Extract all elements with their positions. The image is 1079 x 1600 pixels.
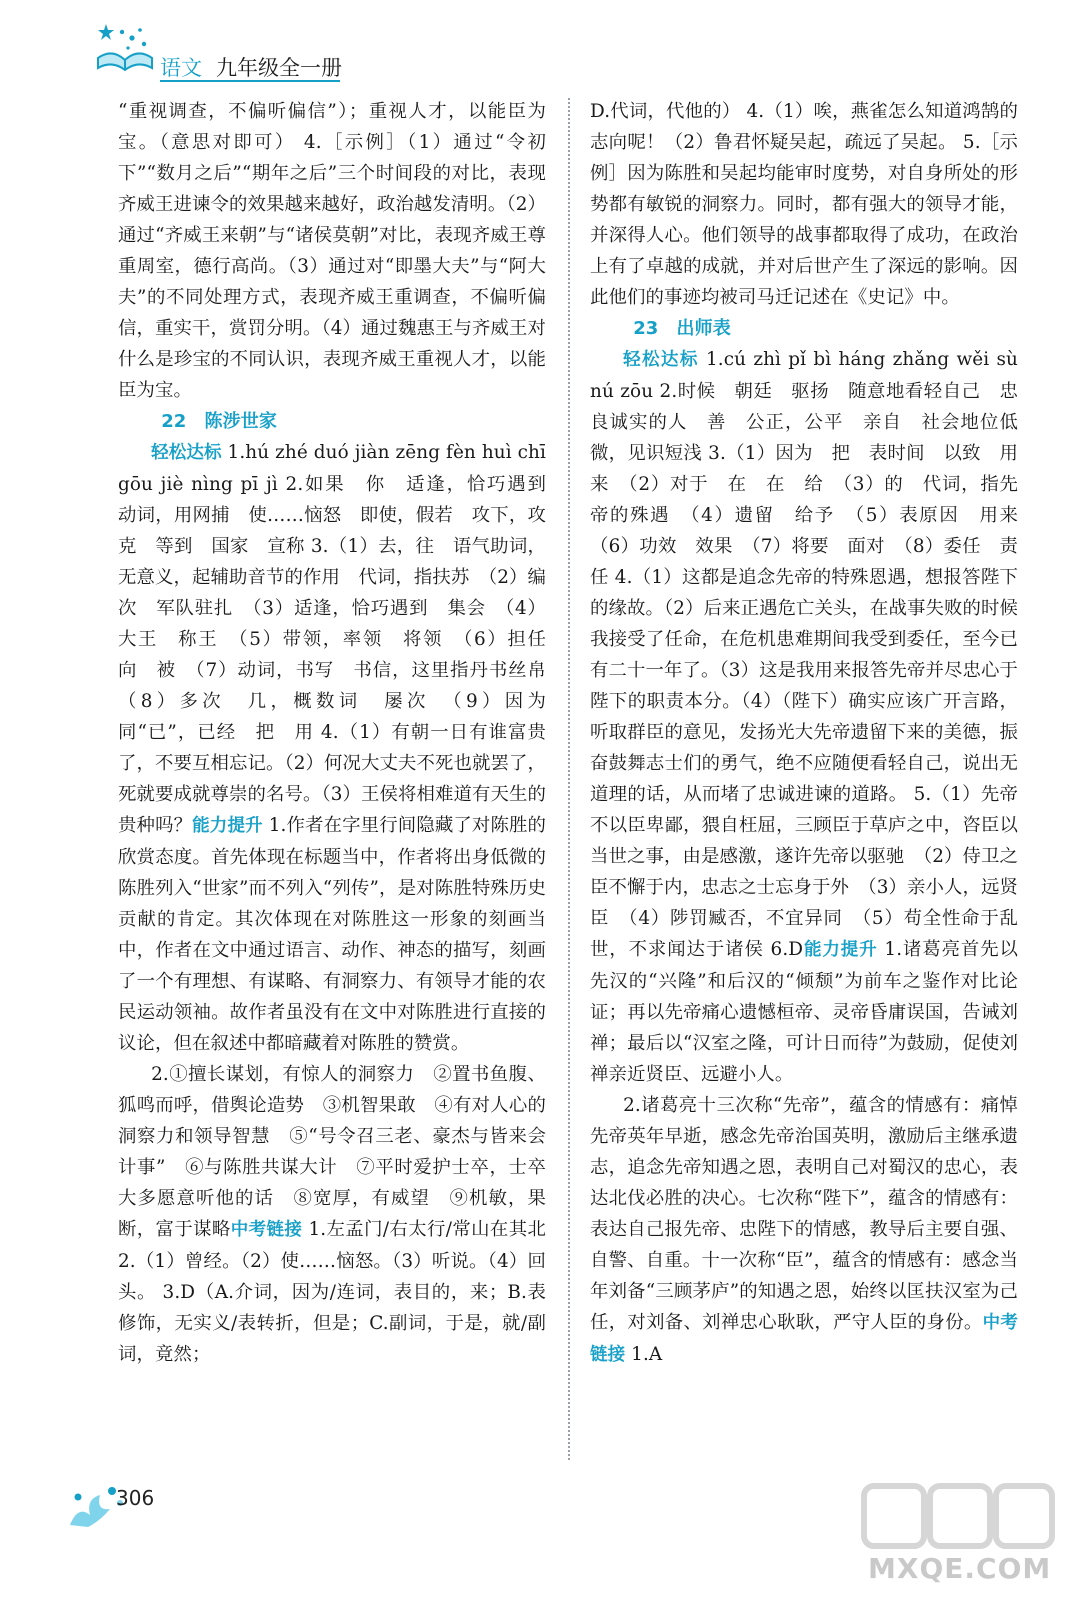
book-star-logo-icon [92, 18, 158, 74]
left-paragraph-2: 1.hú zhé duó jiàn zēng fèn huì chī gōu jiè nìng pī jì 2.如果 你 适逢，恰巧遇到 动词，用网捕 使……恼怒 即使，假若 攻下，攻克 等到 国家 宣称 3.（1）去，往 语气助词，无意义，起辅助音节的作用 代词，指扶苏 （2）编次 军队驻扎 （3）适逢，恰巧遇到 集会 （4）大王 称王 （5）带领，率领 将领 （6）担任 向 被 （7）动词，书写 书信，这里指丹书丝帛 （8）多次 几，概数词 屡次 （9）因为 同“已”，已经 把 用 4.（1）有朝一日有谁富贵了，不要互相忘记。（2）何况大丈夫不死也就罢了，死就要成就尊崇的名号。（3）王侯将相难道有天生的贵种吗？ [118, 442, 565, 836]
tag-exam-22: 中考链接 [230, 1220, 303, 1240]
right-paragraph-2: 1.cú zhì pǐ bì háng zhǎng wěi sù nú zōu 2.时候 朝廷 驱扬 随意地看轻自己 忠良诚实的人 善 公正，公平 亲自 社会地位低微，见识短浅 3.（1）因为 把 表时间 以致 用来 （2）对于 在 在 给 （3）的 代词，指先帝的殊遇 （4）遗留 给予 （5）表原因 用来 （6）功效 效果 （7）将要 面对 （8）委任 责任 4.（1）这都是追念先帝的特殊恩遇，想报答陛下的缘故。（2）后来正遇危亡关头，在战事失败的时候我接受了任命，在危机患难期间我受到委任，至今已有二十一年了。（3）这是我用来报答先帝并尽忠心于陛下的职责本分。（4）（陛下）确实应该广开言路，听取群臣的意见，发扬光大先帝遗留下来的美德，振奋鼓舞志士们的勇气，绝不应随便看轻自己，说出无道理的话，从而堵了忠诚进谏的道路。 5.（1）先帝不以臣卑鄙，猥自枉屈，三顾臣于草庐之中，咨臣以当世之事，由是感激，遂许先帝以驱驰 （2）侍卫之臣不懈于内，忠志之士忘身于外 （3）亲小人，远贤臣 （4）陟罚臧否，不宜异同 （5）苟全性命于乱世，不求闻达于诸侯 6.D [590, 349, 1037, 960]
right-paragraph-easy [590, 344, 1037, 1090]
right-paragraph-3: 1.诸葛亮首先以先汉的“兴隆”和后汉的“倾颓”为前车之鉴作对比论证；再以先帝痛心遗憾桓帝、灵帝昏庸误国，告诫刘禅；最后以“汉室之隆，可计日而待”为鼓励，促使刘禅亲近贤臣、远避小人。 [590, 939, 1019, 1085]
left-paragraph-easy [118, 437, 565, 1059]
section-22-title: 22 陈涉世家 [161, 411, 277, 432]
left-paragraph-4: 2.①擅长谋划，有惊人的洞察力 ②置书鱼腹、狐鸣而呼，借舆论造势 ③机智果敢 ④有对人心的洞察力和领导智慧 ⑤“号令召三老、豪杰与皆来会计事” ⑥与陈胜共谋大计 ⑦平时爱护士卒，士卒大多愿意听他的话 ⑧宽厚，有威望 ⑨机敏，果断，富于谋略 [118, 1064, 546, 1240]
tag-exam-23: 中考链接 [590, 1313, 1018, 1365]
left-paragraph-3: 1.作者在字里行间隐藏了对陈胜的欣赏态度。首先体现在标题当中，作者将出身低微的陈胜列入“世家”而不列入“列传”，是对陈胜特殊历史贡献的肯定。其次体现在对陈胜这一形象的刻画当中，作者在文中通过语言、动作、神态的描写，刻画了一个有理想、有谋略、有洞察力、有领导才能的农民运动领袖。故作者虽没有在文中对陈胜进行直接的议论，但在叙述中都暗藏着对陈胜的赞赏。 [118, 815, 547, 1054]
right-column [590, 96, 1037, 1371]
right-paragraph-4: 2.诸葛亮十三次称“先帝”，蕴含的情感有：痛悼先帝英年早逝，感念先帝治国英明，激励后主继承遗志，追念先帝知遇之恩，表明自己对蜀汉的忠心，表达北伐必胜的决心。七次称“陛下”，蕴含的情感有：表达自己报先帝、忠陛下的情感，教导后主要自强、自警、自重。十一次称“臣”，蕴含的情感有：感念当年刘备“三顾茅庐”的知遇之恩，始终以匡扶汉室为己任，对刘备、刘禅忠心耿耿，严守人臣的身份。 [590, 1095, 1018, 1333]
page-number: 306 [116, 1486, 155, 1510]
subject-label: 语文 [160, 56, 202, 80]
left-paragraph-4-wrap [118, 1059, 546, 1370]
right-paragraph-1: D.代词，代他的） 4.（1）唉，燕雀怎么知道鸿鹄的志向呢！（2）鲁君怀疑吴起，疏远了吴起。 5.［示例］因为陈胜和吴起均能审时度势，对自身所处的形势都有敏锐的洞察力。同时，都有强大的领导才能，并深得人心。他们领导的战事都取得了成功，在政治上有了卓越的成就，并对后世产生了深远的影响。因此他们的事迹均被司马迁记述在《史记》中。 [590, 101, 1018, 308]
tag-easy-23: 轻松达标 [623, 350, 699, 370]
tag-ability-22: 能力提升 [192, 816, 263, 836]
left-paragraph-5: 1.左孟门/右太行/常山在其北 2.（1）曾经。（2）使……恼怒。（3）听说。（4）回头。 3.D（A.介词，因为/连词，表目的，来；B.表修饰，无实义/表转折，但是；C.副词，于是，就/副词，竟然； [118, 1219, 546, 1365]
left-paragraph-1: “重视调查，不偏听偏信”）；重视人才，以能臣为宝。（意思对即可） 4.［示例］（1）通过“令初下”“数月之后”“期年之后”三个时间段的对比，表现齐威王进谏令的效果越来越好，政治越发清明。（2）通过“齐威王来朝”与“诸侯莫朝”对比，表现齐威王尊重周室，德行高尚。（3）通过对“即墨大夫”与“阿大夫”的不同处理方式，表现齐威王重调查，不偏听偏信，重实干，赏罚分明。（4）通过魏惠王与齐威王对什么是珍宝的不同认识，表现齐威王重视人才，以能臣为宝。 [118, 101, 546, 401]
tag-ability-23: 能力提升 [803, 940, 878, 960]
grade-label: 九年级全一册 [216, 56, 342, 80]
column-divider [568, 98, 570, 1460]
watermark-url: MXQE.COM [868, 1552, 1052, 1585]
section-23-title: 23 出师表 [633, 318, 731, 339]
right-paragraph-4-wrap [590, 1090, 1018, 1371]
left-column [118, 96, 565, 1370]
tag-easy-22: 轻松达标 [151, 443, 222, 463]
page-header [0, 0, 1079, 90]
header-underline [160, 80, 340, 82]
right-paragraph-5: 1.A [625, 1344, 663, 1365]
